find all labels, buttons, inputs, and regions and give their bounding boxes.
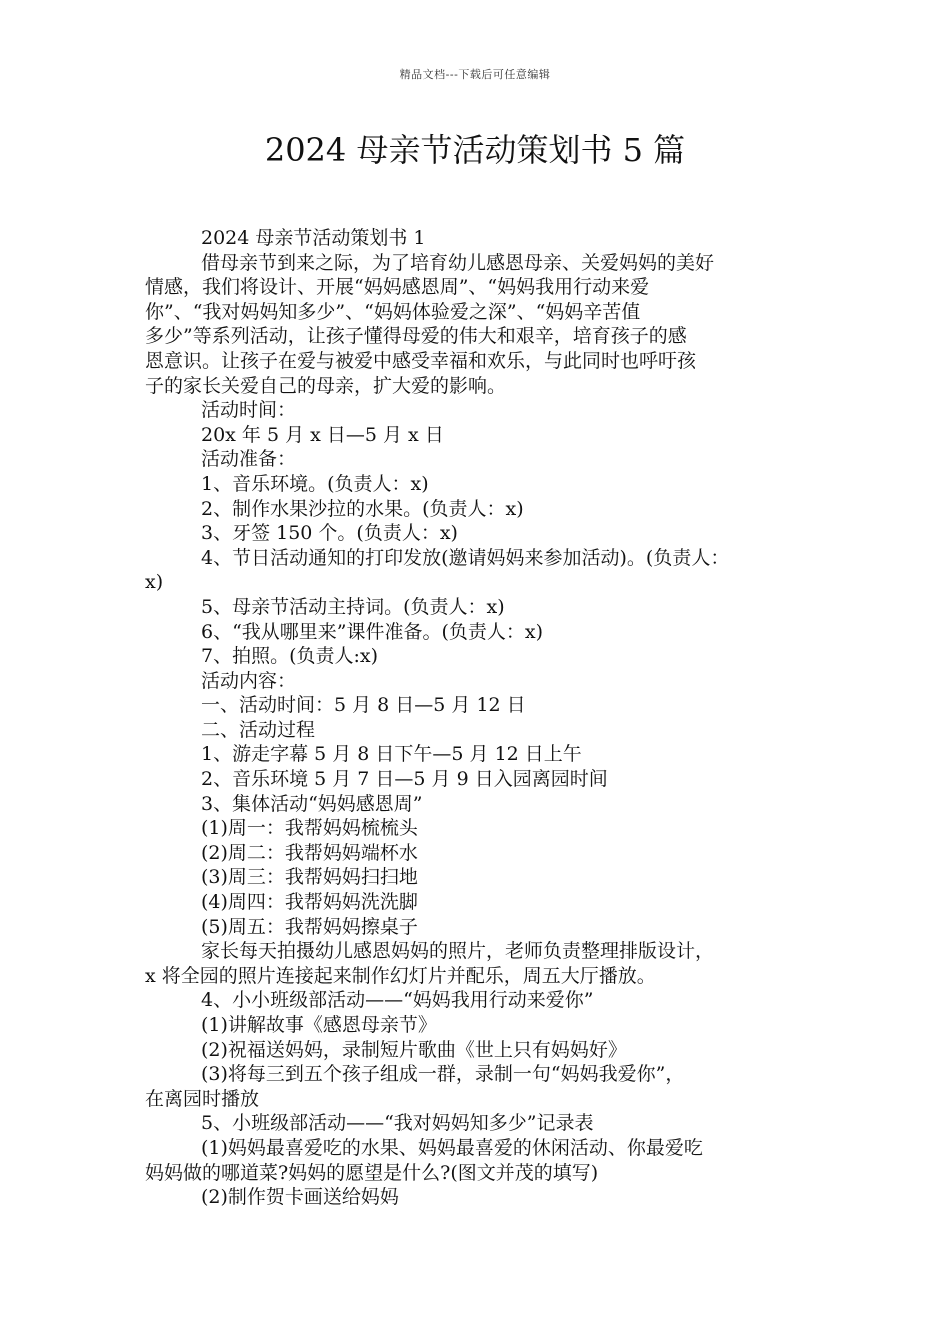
body-line: 你”、“我对妈妈知多少”、“妈妈体验爱之深”、“妈妈辛苦值 xyxy=(145,300,641,323)
body-line: 4、节日活动通知的打印发放(邀请妈妈来参加活动)。(负责人： xyxy=(201,546,730,569)
body-line: 5、母亲节活动主持词。(负责人：x) xyxy=(201,595,505,618)
body-line: 5、小班级部活动——“我对妈妈知多少”记录表 xyxy=(201,1112,594,1135)
body-line: 借母亲节到来之际，为了培育幼儿感恩母亲、关爱妈妈的美好 xyxy=(201,251,715,274)
body-line: (3)将每三到五个孩子组成一群，录制一句“妈妈我爱你”， xyxy=(201,1063,685,1086)
body-line: 妈妈做的哪道菜?妈妈的愿望是什么?(图文并茂的填写) xyxy=(145,1161,599,1184)
body-line: 二、活动过程 xyxy=(201,718,316,741)
body-line: (2)祝福送妈妈，录制短片歌曲《世上只有妈妈好》 xyxy=(201,1038,627,1061)
body-line: (2)周二：我帮妈妈端杯水 xyxy=(201,841,418,864)
body-line: 恩意识。让孩子在爱与被爱中感受幸福和欢乐，与此同时也呼吁孩 xyxy=(145,349,697,372)
page-header-note: 精品文档---下载后可任意编辑 xyxy=(399,68,551,81)
body-line: (1)妈妈最喜爱吃的水果、妈妈最喜爱的休闲活动、你最爱吃 xyxy=(201,1136,703,1159)
body-line: 2、音乐环境 5 月 7 日—5 月 9 日入园离园时间 xyxy=(201,768,608,791)
body-line: (1)讲解故事《感恩母亲节》 xyxy=(201,1014,437,1036)
body-line: 在离园时播放 xyxy=(145,1087,260,1110)
body-line: 1、游走字幕 5 月 8 日下午—5 月 12 日上午 xyxy=(201,743,582,766)
body-line: 20x 年 5 月 x 日—5 月 x 日 xyxy=(201,423,444,446)
body-line: 2024 母亲节活动策划书 1 xyxy=(201,227,426,249)
body-line: 子的家长关爱自己的母亲，扩大爱的影响。 xyxy=(145,374,507,397)
body-line: 活动准备： xyxy=(201,448,297,471)
body-line: 6、“我从哪里来”课件准备。(负责人：x) xyxy=(201,620,544,643)
body-line: x 将全园的照片连接起来制作幻灯片并配乐，周五大厅播放。 xyxy=(145,964,656,987)
body-line: (1)周一：我帮妈妈梳梳头 xyxy=(201,817,418,840)
body-line: 7、拍照。(负责人:x) xyxy=(201,645,379,668)
body-line: 2、制作水果沙拉的水果。(负责人：x) xyxy=(201,497,524,520)
body-line: 1、音乐环境。(负责人：x) xyxy=(201,472,429,495)
body-line: 3、集体活动“妈妈感恩周” xyxy=(201,792,423,815)
body-line: (5)周五：我帮妈妈擦桌子 xyxy=(201,915,418,938)
body-line: 4、小小班级部活动——“妈妈我用行动来爱你” xyxy=(201,989,594,1012)
body-line: 活动时间： xyxy=(201,399,297,422)
body-line: (2)制作贺卡画送给妈妈 xyxy=(201,1186,399,1209)
body-line: x) xyxy=(145,571,164,594)
body-line: 多少”等系列活动，让孩子懂得母爱的伟大和艰辛，培育孩子的感 xyxy=(145,325,687,348)
body-line: 情感，我们将设计、开展“妈妈感恩周”、“妈妈我用行动来爱 xyxy=(145,276,650,299)
body-line: 家长每天拍摄幼儿感恩妈妈的照片，老师负责整理排版设计， xyxy=(201,940,715,963)
body-line: 3、牙签 150 个。(负责人：x) xyxy=(201,522,458,545)
body-line: (3)周三：我帮妈妈扫扫地 xyxy=(201,866,418,889)
body-line: 一、活动时间：5 月 8 日—5 月 12 日 xyxy=(201,694,526,717)
body-line: (4)周四：我帮妈妈洗洗脚 xyxy=(201,891,418,914)
document-title: 2024 母亲节活动策划书 5 篇 xyxy=(264,131,686,169)
document-body xyxy=(145,226,825,1210)
body-line: 活动内容： xyxy=(201,669,297,692)
